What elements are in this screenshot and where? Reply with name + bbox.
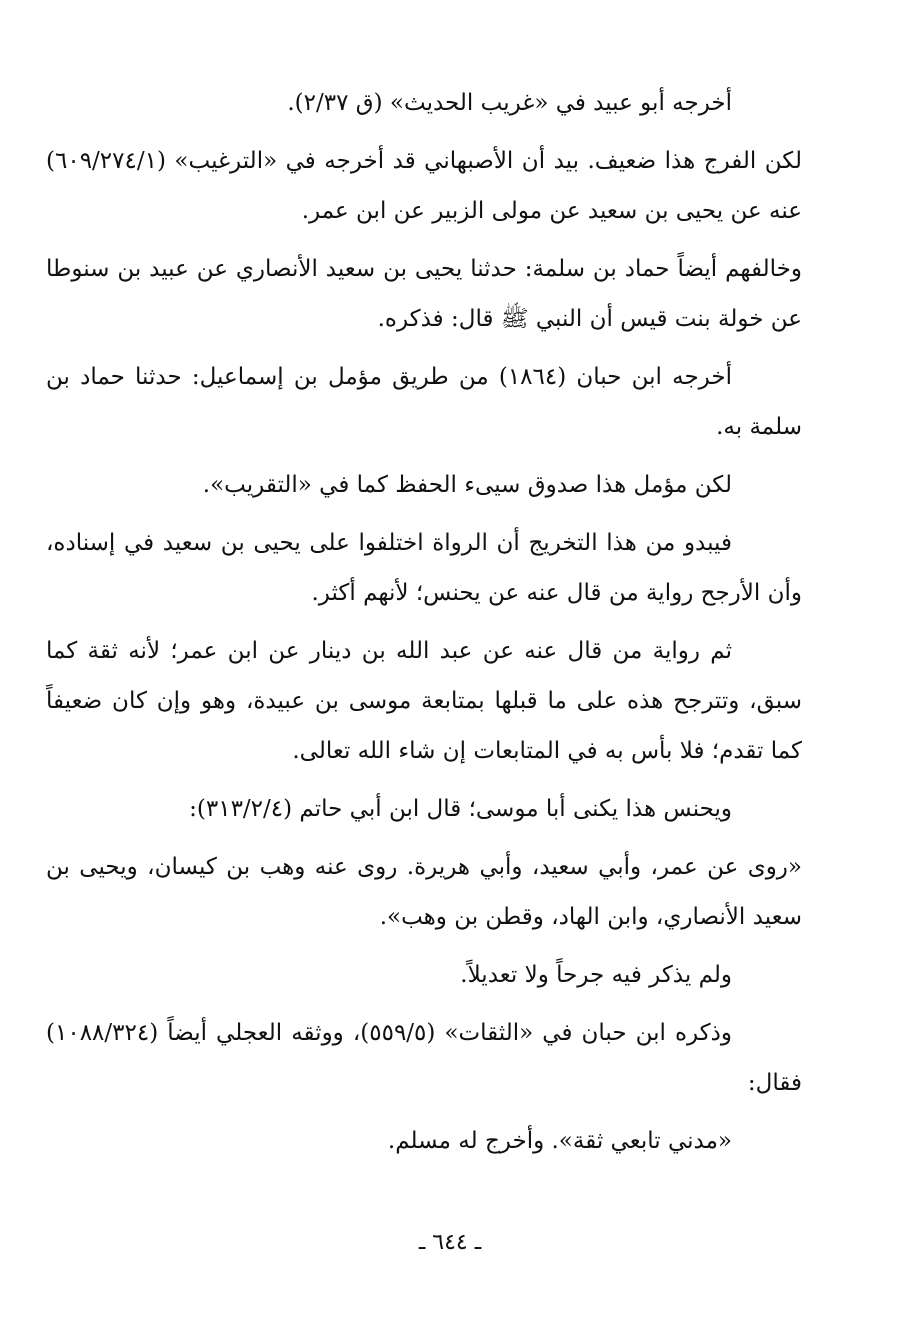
paragraph-12: «مدني تابعي ثقة». وأخرج له مسلم. [387, 1128, 732, 1154]
paragraph-9: «روى عن عمر، وأبي سعيد، وأبي هريرة. روى عنه وهب بن كيسان، ويحيى بن سعيد الأنصاري، وابن الهاد، وقطن بن وهب». [46, 854, 802, 930]
paragraph-7: ثم رواية من قال عنه عن عبد الله بن دينار عن ابن عمر؛ لأنه ثقة كما سبق، وتترجح هذه على ما قبلها بمتابعة موسى بن عبيدة، وهو وإن كان ضعيفاً كما تقدم؛ فلا بأس به في المتابعات إن شاء الله تعالى. [46, 638, 802, 764]
paragraph-10: ولم يذكر فيه جرحاً ولا تعديلاً. [460, 962, 732, 988]
paragraph-8: ويحنس هذا يكنى أبا موسى؛ قال ابن أبي حاتم (٣١٣/٢/٤): [189, 796, 732, 822]
paragraph-6: فيبدو من هذا التخريج أن الرواة اختلفوا على يحيى بن سعيد في إسناده، وأن الأرجح رواية من قال عنه عن يحنس؛ لأنهم أكثر. [46, 530, 802, 606]
page-body [46, 78, 802, 1174]
paragraph-1: أخرجه أبو عبيد في «غريب الحديث» (ق ٢/٣٧). [287, 90, 732, 116]
paragraph-3: وخالفهم أيضاً حماد بن سلمة: حدثنا يحيى بن سعيد الأنصاري عن عبيد بن سنوطا عن خولة بنت قيس أن النبي ﷺ قال: فذكره. [46, 256, 802, 332]
paragraph-11: وذكره ابن حبان في «الثقات» (٥٥٩/٥)، ووثقه العجلي أيضاً (١٠٨٨/٣٢٤) فقال: [46, 1020, 802, 1096]
paragraph-2: لكن الفرج هذا ضعيف. بيد أن الأصبهاني قد أخرجه في «الترغيب» (٦٠٩/٢٧٤/١) عنه عن يحيى بن سعيد عن مولى الزبير عن ابن عمر. [46, 148, 802, 224]
paragraph-4: أخرجه ابن حبان (١٨٦٤) من طريق مؤمل بن إسماعيل: حدثنا حماد بن سلمة به. [46, 364, 802, 440]
page-number: ـ ٦٤٤ ـ [418, 1230, 482, 1255]
paragraph-5: لكن مؤمل هذا صدوق سيىء الحفظ كما في «التقريب». [202, 472, 732, 498]
